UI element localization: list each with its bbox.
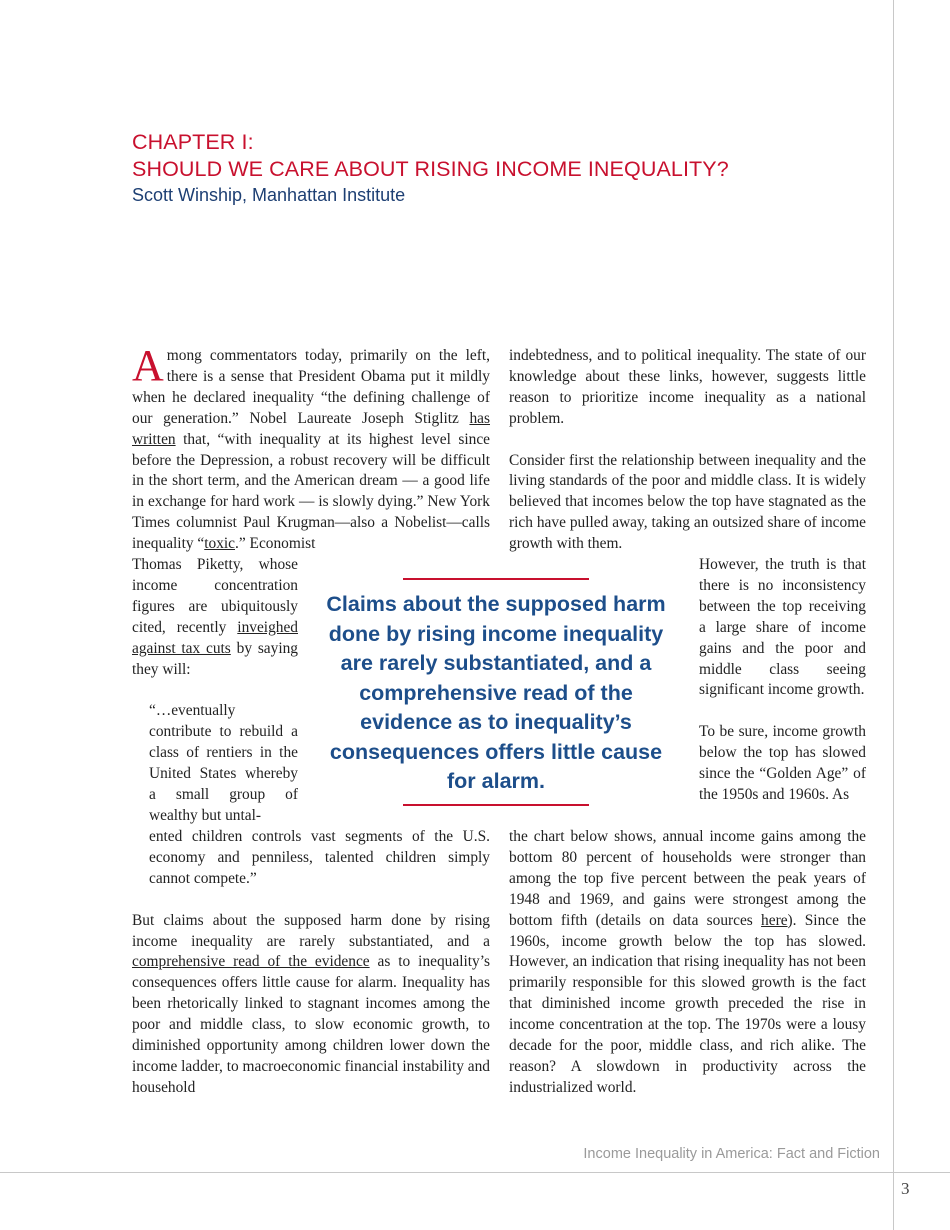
left-narrow-column	[132, 555, 298, 827]
indebtedness-paragraph: indebtedness, and to political inequality. The state of our knowledge about these links, however, suggests little reason to prioritize income inequality as a national problem.	[509, 347, 866, 427]
pull-quote-top-rule	[403, 578, 589, 580]
page-number: 3	[901, 1179, 910, 1198]
to-be-sure-paragraph: To be sure, income growth below the top has slowed since the “Golden Age” of the 1950s and 1960s. As	[699, 723, 866, 803]
drop-cap: A	[132, 341, 164, 390]
chart-paragraph: the chart below shows, annual income gains among the bottom 80 percent of households were stronger than among the top five percent between the peak years of 1948 and 1969, and gains were strongest among the bottom fifth (details on data sources here). Since the 1960s, income growth below the top has slowed. However, an indication that rising inequality has not been primarily responsible for this slowed growth is the fact that diminished income growth preceded the rise in income concentration at the top. The 1970s were a lousy decade for the poor, middle class, and rich alike. The reason? A slowdown in productivity across the industrialized world.	[509, 828, 866, 1096]
right-column	[509, 346, 866, 555]
intro-paragraph-continued: Thomas Piketty, whose income concentration figures are ubiquitously cited, recently inveighed against tax cuts by saying they will:	[132, 556, 298, 678]
chapter-title: SHOULD WE CARE ABOUT RISING INCOME INEQUALITY?	[132, 157, 729, 181]
pull-quote-text: Claims about the supposed harm done by rising income inequality are rarely substantiated, and a comprehensive read of the evidence as to inequality’s consequences offers little cause for alarm.	[326, 592, 666, 793]
chapter-author: Scott Winship, Manhattan Institute	[132, 185, 406, 205]
link-inveighed-against-tax-cuts[interactable]: inveighed against tax cuts	[132, 618, 298, 657]
right-narrow-column	[699, 555, 866, 806]
intro-paragraph: Among commentators today, primarily on the left, there is a sense that President Obama put it mildly when he declared inequality “the defining challenge of our generation.” Nobel Laureate Joseph Stiglitz has written that, “with inequality at its highest level since before the Depression, a robust recovery will be difficult in the short term, and the American dream — a good life in exchange for hard work — is slowly dying.” New York Times columnist Paul Krugman—also a Nobelist—calls inequality “toxic.” Economist	[132, 341, 490, 553]
page-margin-rule	[893, 0, 894, 1230]
link-here[interactable]: here	[761, 911, 788, 929]
chapter-number: CHAPTER I:	[132, 130, 254, 154]
truth-paragraph: However, the truth is that there is no inconsistency between the top receiving a large share of income gains and the poor and middle class seeing significant income growth.	[699, 556, 866, 699]
block-quote: “…eventually contribute to rebuild a class of rentiers in the United States whereby a small group of wealthy but untal-	[149, 702, 298, 824]
pull-quote-bottom-rule	[403, 804, 589, 806]
footer-publication-title: Income Inequality in America: Fact and Fiction	[583, 1146, 880, 1162]
left-column-lower	[132, 827, 490, 1099]
link-comprehensive-read[interactable]: comprehensive read of the evidence	[132, 953, 370, 971]
block-quote-continued: ented children controls vast segments of the U.S. economy and penniless, talented children simply cannot compete.”	[149, 828, 490, 887]
left-column	[132, 341, 490, 555]
footer-rule	[0, 1172, 950, 1173]
link-has-written[interactable]: has written	[132, 409, 490, 448]
pull-quote	[313, 578, 679, 806]
claims-paragraph: But claims about the supposed harm done by rising income inequality are rarely substantiated, and a comprehensive read of the evidence as to inequality’s consequences offers little cause for alarm. Inequality has been rhetorically linked to stagnant incomes among the poor and middle class, to slow economic growth, to diminished opportunity among children lower down the income ladder, to macroeconomic financial instability and household	[132, 911, 490, 1096]
link-toxic[interactable]: toxic	[204, 535, 236, 553]
consider-paragraph: Consider first the relationship between inequality and the living standards of the poor and middle class. It is widely believed that incomes below the top have stagnated as the rich have pulled away, taking an outsized share of income growth with them.	[509, 451, 866, 553]
right-column-lower	[509, 827, 866, 1099]
